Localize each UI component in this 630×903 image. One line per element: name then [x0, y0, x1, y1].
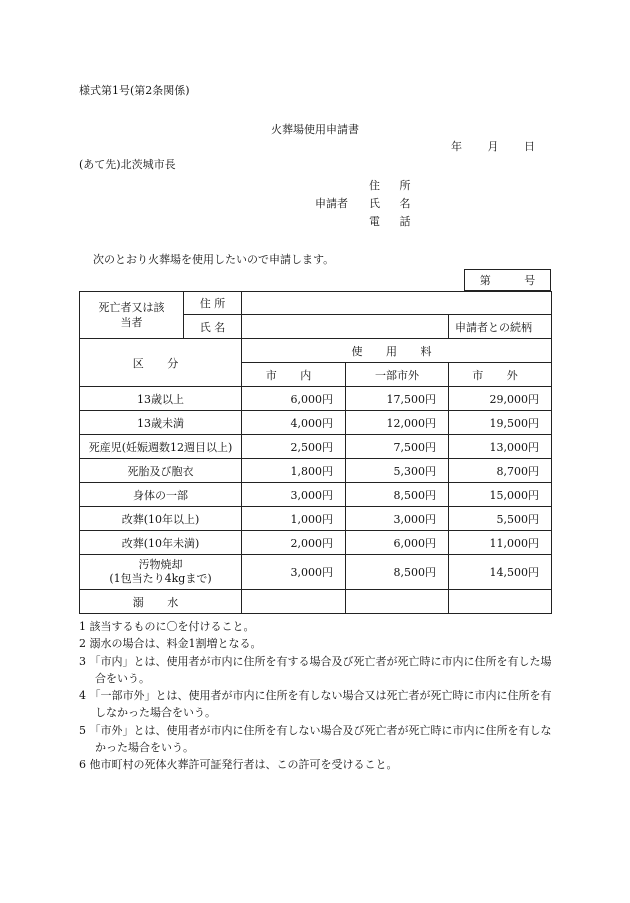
note-item: 2 溺水の場合は、料金1割増となる。	[79, 637, 262, 651]
application-number-field[interactable]: 第 号	[465, 270, 551, 291]
fee-outside: 15,000円	[449, 483, 552, 507]
fee-row[interactable]	[80, 531, 552, 555]
fee-category: 13歳以上	[80, 387, 242, 411]
note-item: 4 「一部市外」とは、使用者が市内に住所を有しない場合又は死亡者が死亡時に市内に住所を有しなかった場合をいう。	[79, 689, 552, 720]
fee-category-cell	[80, 555, 242, 590]
relation-label: 申請者との続柄	[449, 315, 552, 339]
date-line: 年 月 日	[451, 140, 535, 153]
fee-outside: 8,700円	[449, 459, 552, 483]
application-number-box	[464, 269, 551, 291]
fee-city: 4,000円	[242, 411, 346, 435]
fee-partial-outside: 8,500円	[346, 555, 449, 590]
fee-partial-outside: 3,000円	[346, 507, 449, 531]
fee-outside	[449, 590, 552, 614]
column-header-outside: 市 外	[449, 363, 552, 387]
fee-city	[242, 590, 346, 614]
fee-city: 6,000円	[242, 387, 346, 411]
fee-partial-outside: 17,500円	[346, 387, 449, 411]
fee-city: 1,800円	[242, 459, 346, 483]
fee-category: 改葬(10年未満)	[80, 531, 242, 555]
fee-outside: 11,000円	[449, 531, 552, 555]
fee-category: 身体の一部	[80, 483, 242, 507]
fee-city: 1,000円	[242, 507, 346, 531]
note-item: 6 他市町村の死体火葬許可証発行者は、この許可を受けること。	[79, 758, 398, 772]
form-number: 様式第1号(第2条関係)	[79, 84, 190, 97]
fee-city: 3,000円	[242, 483, 346, 507]
fee-row[interactable]	[80, 411, 552, 435]
fee-city: 2,000円	[242, 531, 346, 555]
fee-category: 死産児(妊娠週数12週目以上)	[80, 435, 242, 459]
column-header-city: 市 内	[242, 363, 346, 387]
notes	[79, 618, 554, 774]
fee-partial-outside: 7,500円	[346, 435, 449, 459]
fee-row[interactable]	[80, 387, 552, 411]
fee-partial-outside: 8,500円	[346, 483, 449, 507]
document-title: 火葬場使用申請書	[271, 123, 359, 136]
deceased-address-label: 住 所	[184, 292, 242, 315]
fee-outside: 14,500円	[449, 555, 552, 590]
deceased-name-field[interactable]	[242, 315, 449, 339]
fee-city: 2,500円	[242, 435, 346, 459]
applicant-phone-label: 電 話	[369, 215, 419, 228]
fee-table	[79, 291, 552, 614]
fee-partial-outside: 12,000円	[346, 411, 449, 435]
fee-category: 汚物焼却	[138, 558, 183, 571]
fee-category: 死胎及び胞衣	[80, 459, 242, 483]
category-header: 区 分	[80, 339, 242, 387]
note-item: 1 該当するものに〇を付けること。	[79, 620, 255, 633]
fee-outside: 19,500円	[449, 411, 552, 435]
fee-category: 改葬(10年以上)	[80, 507, 242, 531]
addressee: (あて先)北茨城市長	[79, 158, 176, 171]
fee-row[interactable]	[80, 435, 552, 459]
fee-header: 使 用 料	[242, 339, 552, 363]
fee-partial-outside	[346, 590, 449, 614]
fee-row[interactable]	[80, 555, 552, 590]
fee-outside: 29,000円	[449, 387, 552, 411]
intro-text: 次のとおり火葬場を使用したいので申請します。	[93, 253, 335, 266]
fee-outside: 5,500円	[449, 507, 552, 531]
fee-category: 13歳未満	[80, 411, 242, 435]
fee-city: 3,000円	[242, 555, 346, 590]
fee-row[interactable]	[80, 590, 552, 614]
applicant-label: 申請者	[315, 197, 348, 210]
note-item: 3 「市内」とは、使用者が市内に住所を有する場合及び死亡者が死亡時に市内に住所を有した場合をいう。	[79, 654, 552, 685]
deceased-name-label: 氏 名	[184, 315, 242, 339]
fee-partial-outside: 6,000円	[346, 531, 449, 555]
fee-category: 溺 水	[80, 590, 242, 614]
fee-row[interactable]	[80, 483, 552, 507]
fee-outside: 13,000円	[449, 435, 552, 459]
applicant-name-label: 氏 名	[369, 197, 419, 210]
fee-row[interactable]	[80, 459, 552, 483]
deceased-address-field[interactable]	[242, 292, 552, 315]
fee-partial-outside: 5,300円	[346, 459, 449, 483]
fee-category-sub: (1包当たり4kgまで)	[109, 572, 212, 585]
note-item: 5 「市外」とは、使用者が市内に住所を有しない場合及び死亡者が死亡時に市内に住所を有しなかった場合をいう。	[79, 723, 552, 755]
deceased-label-cell	[80, 292, 184, 339]
column-header-partial-outside: 一部市外	[346, 363, 449, 387]
deceased-label: 死亡者又は該当者	[98, 301, 165, 329]
fee-row[interactable]	[80, 507, 552, 531]
applicant-address-label: 住 所	[369, 179, 419, 192]
